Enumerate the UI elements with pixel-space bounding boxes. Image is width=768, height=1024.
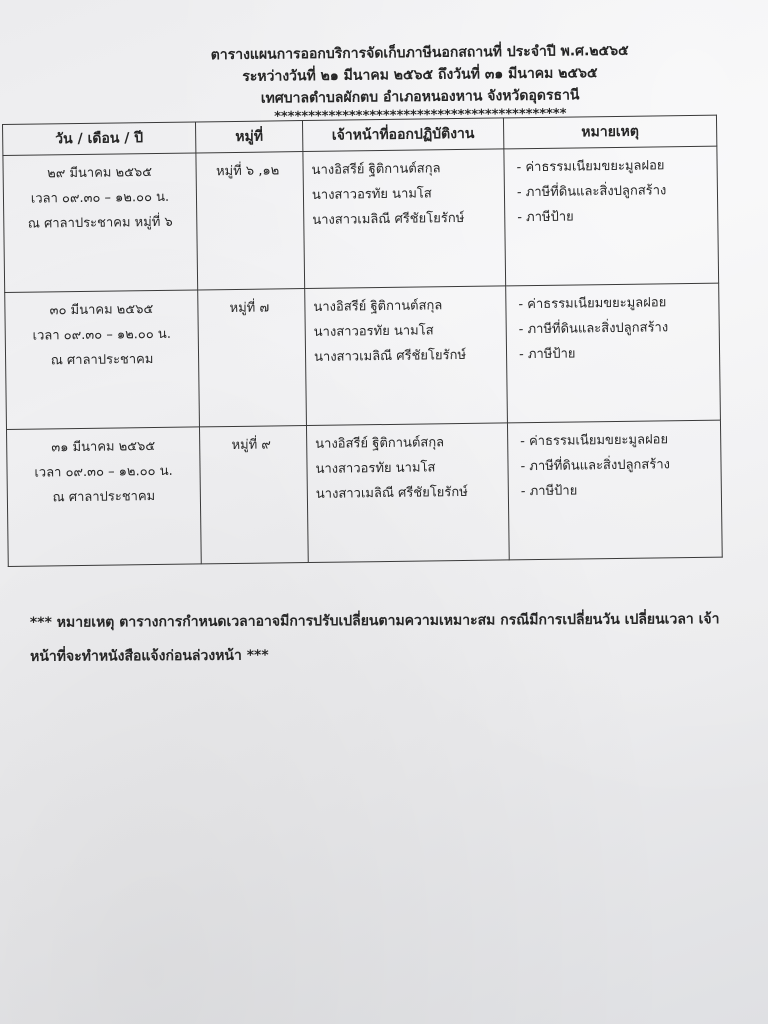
- remark-item: - ภาษีป้าย: [513, 203, 709, 231]
- remark-item: - ค่าธรรมเนียมขยะมูลฝอย: [514, 290, 710, 318]
- group-cell: หมู่ที่ ๖ ,๑๒: [196, 152, 305, 290]
- header-remarks: หมายเหตุ: [503, 115, 716, 149]
- venue-line: ณ ศาลาประชาคม: [52, 489, 156, 506]
- date-cell: [5, 290, 200, 430]
- date-cell: [3, 153, 198, 293]
- header-date: วัน / เดือน / ปี: [3, 122, 196, 156]
- staff-cell: [306, 423, 509, 563]
- date-line: ๒๙ มีนาคม ๒๕๖๕: [47, 165, 153, 182]
- remark-item: - ค่าธรรมเนียมขยะมูลฝอย: [516, 427, 712, 455]
- staff-name: นางอิสรีย์ ฐิติกานต์สกุล: [313, 298, 443, 315]
- staff-name: นางสาวเมลิณี ศรีชัยโยรักษ์: [315, 484, 468, 502]
- star-divider: *******************************************: [274, 106, 567, 125]
- remark-item: - ภาษีป้าย: [517, 477, 713, 505]
- table-row: [5, 283, 721, 429]
- date-line: ๓๑ มีนาคม ๒๕๖๕: [51, 439, 156, 456]
- group-cell: หมู่ที่ ๗: [198, 289, 307, 427]
- organization-name: เทศบาลตำบลผักตบ อำเภอหนองหาน จังหวัดอุดรธานี: [260, 87, 580, 107]
- footnote: *** หมายเหตุ ตารางการกำหนดเวลาอาจมีการปรับเปลี่ยนตามความเหมาะสม กรณีมีการเปลี่ยนวัน เปลี่ยนเวลา เจ้าหน้าที่จะทำหนังสือแจ้งก่อนล่วงหน้า ***: [29, 611, 720, 665]
- staff-name: นางอิสรีย์ ฐิติกานต์สกุล: [315, 435, 445, 452]
- remark-item: - ภาษีป้าย: [515, 340, 711, 368]
- remark-item: - ภาษีที่ดินและสิ่งปลูกสร้าง: [513, 178, 709, 206]
- remark-item: - ค่าธรรมเนียมขยะมูลฝอย: [512, 153, 708, 181]
- remarks-cell: [504, 146, 719, 286]
- schedule-table-wrapper: [2, 115, 722, 567]
- document-header: [120, 39, 721, 127]
- document-title: ตารางแผนการออกบริการจัดเก็บภาษีนอกสถานที่ ประจำปี พ.ศ.๒๕๖๕: [210, 42, 629, 64]
- remarks-cell: [506, 283, 721, 423]
- table-row: [3, 146, 719, 292]
- date-line: ๓๐ มีนาคม ๒๕๖๕: [49, 302, 154, 319]
- time-line: เวลา ๐๙.๓๐ – ๑๒.๐๐ น.: [32, 326, 172, 344]
- staff-cell: [305, 286, 508, 426]
- date-range: ระหว่างวันที่ ๒๑ มีนาคม ๒๕๖๕ ถึงวันที่ ๓๑ มีนาคม ๒๕๖๕: [242, 65, 598, 85]
- table-row: [6, 420, 722, 566]
- staff-name: นางสาวอรทัย นามโส: [311, 186, 432, 203]
- group-cell: หมู่ที่ ๙: [199, 426, 308, 564]
- staff-name: นางสาวอรทัย นามโส: [315, 460, 436, 477]
- staff-name: นางสาวอรทัย นามโส: [313, 323, 434, 340]
- schedule-table: [2, 115, 723, 567]
- header-staff: เจ้าหน้าที่ออกปฏิบัติงาน: [302, 118, 503, 152]
- remark-item: - ภาษีที่ดินและสิ่งปลูกสร้าง: [515, 315, 711, 343]
- remark-item: - ภาษีที่ดินและสิ่งปลูกสร้าง: [516, 452, 712, 480]
- staff-name: นางสาวเมลิณี ศรีชัยโยรักษ์: [313, 347, 467, 365]
- remarks-cell: [507, 420, 722, 560]
- venue-line: ณ ศาลาประชาคม หมู่ที่ ๖: [27, 214, 173, 232]
- staff-cell: [303, 149, 506, 289]
- date-cell: [6, 427, 201, 567]
- header-group: หมู่ที่: [195, 121, 302, 153]
- staff-name: นางสาวเมลิณี ศรีชัยโยรักษ์: [312, 210, 465, 228]
- time-line: เวลา ๐๙.๓๐ – ๑๒.๐๐ น.: [30, 189, 170, 207]
- staff-name: นางอิสรีย์ ฐิติกานต์สกุล: [311, 161, 441, 178]
- venue-line: ณ ศาลาประชาคม: [50, 352, 154, 369]
- time-line: เวลา ๐๙.๓๐ – ๑๒.๐๐ น.: [34, 463, 173, 481]
